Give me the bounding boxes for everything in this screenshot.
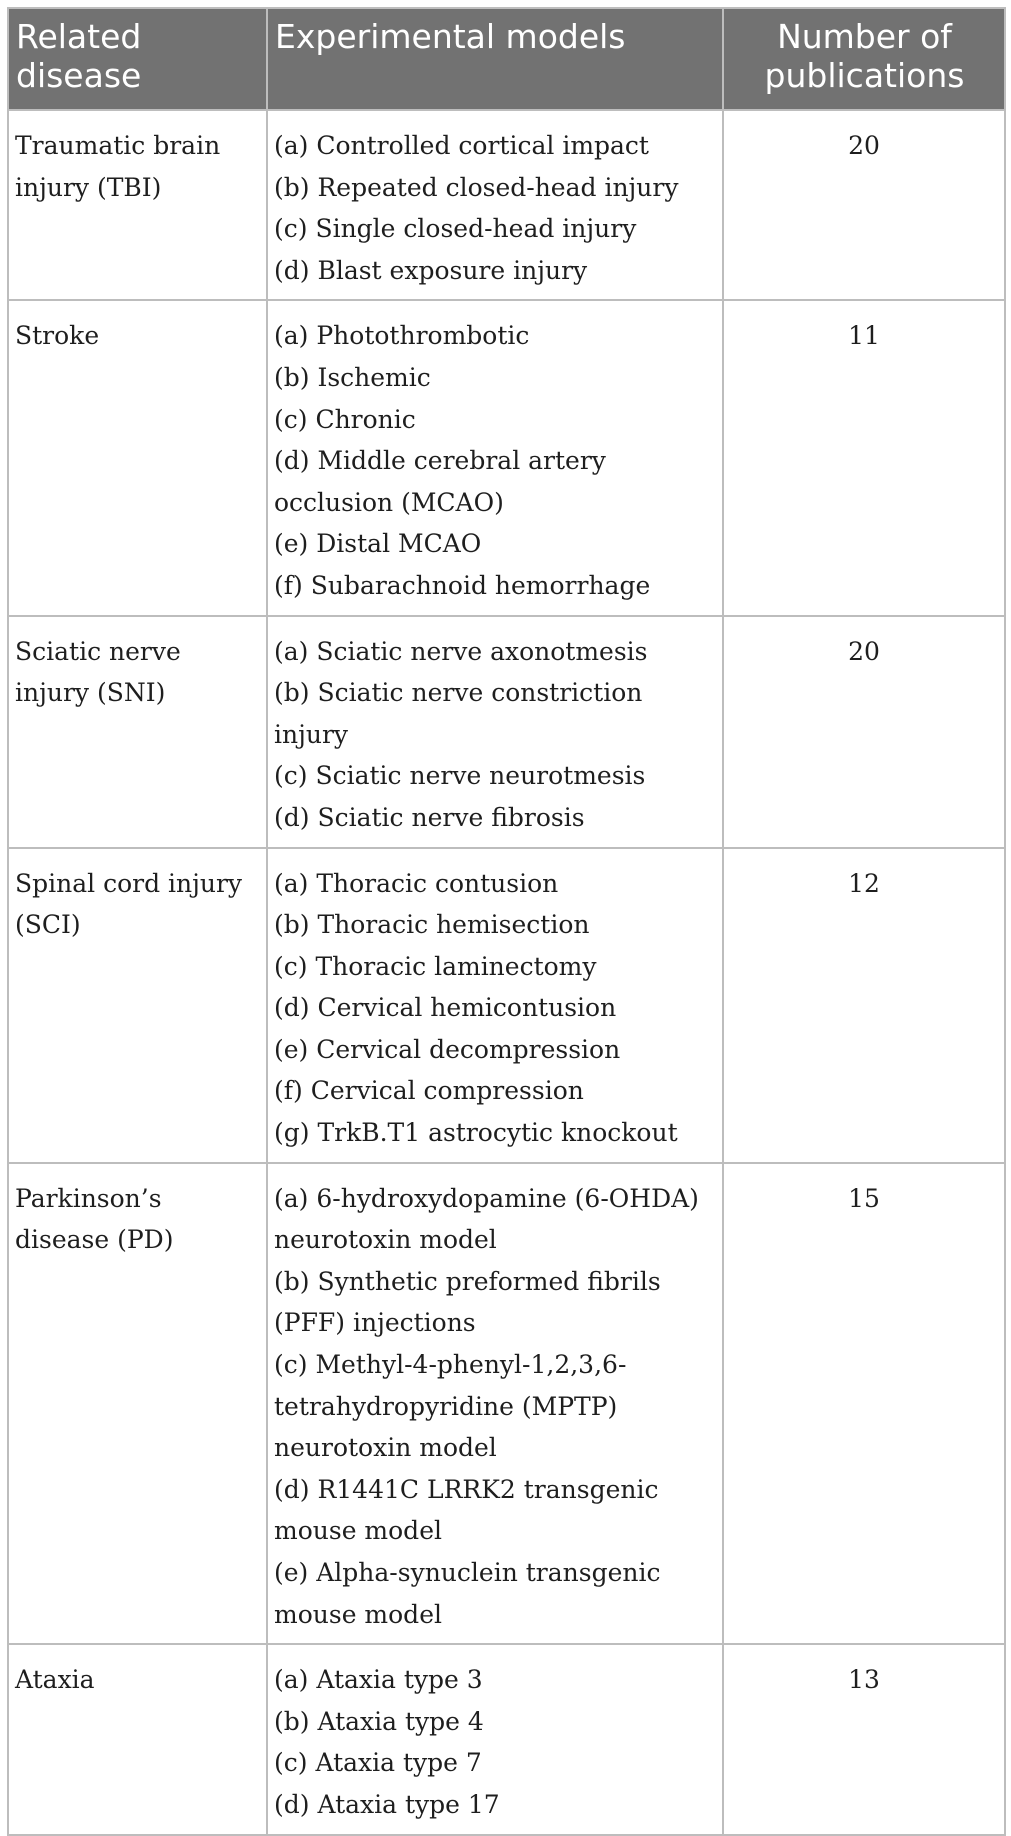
model-item: (d) Middle cerebral artery occlusion (MCAO)	[274, 446, 606, 517]
models-cell	[267, 848, 723, 1163]
table-row	[8, 848, 1005, 1163]
model-item: (c) Sciatic nerve neurotmesis	[274, 761, 646, 791]
publication-count-cell: 12	[723, 848, 1005, 1163]
model-item: (c) Ataxia type 7	[274, 1748, 482, 1778]
table-row	[8, 300, 1005, 615]
table-row	[8, 1644, 1005, 1834]
model-item: (a) Photothrombotic	[274, 321, 530, 351]
model-item: (d) Blast exposure injury	[274, 255, 588, 285]
header-row	[8, 8, 1005, 110]
model-item: (b) Sciatic nerve constriction injury	[274, 678, 643, 749]
model-item: (a) Thoracic contusion	[274, 868, 559, 898]
disease-cell: Spinal cord injury (SCI)	[8, 848, 267, 1163]
model-item: (e) Cervical decompression	[274, 1034, 621, 1064]
model-item: (d) Cervical hemicontusion	[274, 993, 617, 1023]
header-related-disease: Related disease	[8, 8, 267, 110]
models-cell	[267, 300, 723, 615]
model-item: (e) Alpha-synuclein transgenic mouse model	[274, 1558, 661, 1629]
model-item: (b) Synthetic preformed fibrils (PFF) injections	[274, 1266, 661, 1338]
header-experimental-models: Experimental models	[267, 8, 723, 110]
model-item: (c) Thoracic laminectomy	[274, 951, 597, 981]
publication-count-cell: 15	[723, 1163, 1005, 1645]
table-row	[8, 110, 1005, 300]
publication-count-cell: 13	[723, 1644, 1005, 1834]
disease-cell: Ataxia	[8, 1644, 267, 1834]
table-row	[8, 616, 1005, 848]
model-item: (b) Thoracic hemisection	[274, 910, 590, 940]
model-item: (a) Ataxia type 3	[274, 1665, 483, 1695]
table-row	[8, 1163, 1005, 1645]
model-item: (a) Sciatic nerve axonotmesis	[274, 636, 648, 666]
models-cell	[267, 1163, 723, 1645]
model-item: (b) Ataxia type 4	[274, 1706, 484, 1736]
model-item: (f) Subarachnoid hemorrhage	[274, 570, 651, 600]
disease-cell: Parkinson’s disease (PD)	[8, 1163, 267, 1645]
publication-count-cell: 20	[723, 616, 1005, 848]
disease-cell: Stroke	[8, 300, 267, 615]
publications-table	[7, 7, 1006, 1836]
model-item: (b) Ischemic	[274, 362, 431, 392]
publication-count-cell: 20	[723, 110, 1005, 300]
model-item: (d) Sciatic nerve fibrosis	[274, 802, 585, 832]
model-item: (c) Single closed-head injury	[274, 214, 637, 244]
header-number-of-publications: Number of publications	[723, 8, 1005, 110]
model-item: (b) Repeated closed-head injury	[274, 172, 679, 202]
models-cell	[267, 110, 723, 300]
model-item: (c) Chronic	[274, 404, 416, 434]
models-cell	[267, 616, 723, 848]
models-cell	[267, 1644, 723, 1834]
model-item: (e) Distal MCAO	[274, 529, 482, 559]
model-item: (d) Ataxia type 17	[274, 1789, 500, 1819]
model-item: (a) 6-hydroxydopamine (6-OHDA) neurotoxin model	[274, 1183, 699, 1255]
model-item: (a) Controlled cortical impact	[274, 131, 649, 160]
publication-count-cell: 11	[723, 300, 1005, 615]
disease-cell: Traumatic brain injury (TBI)	[8, 110, 267, 300]
model-item: (g) TrkB.T1 astrocytic knockout	[274, 1118, 678, 1148]
model-item: (f) Cervical compression	[274, 1076, 584, 1106]
model-item: (c) Methyl-4-phenyl-1,2,3,6-tetrahydropyridine (MPTP) neurotoxin model	[274, 1350, 627, 1463]
model-item: (d) R1441C LRRK2 transgenic mouse model	[274, 1474, 659, 1546]
disease-cell: Sciatic nerve injury (SNI)	[8, 616, 267, 848]
